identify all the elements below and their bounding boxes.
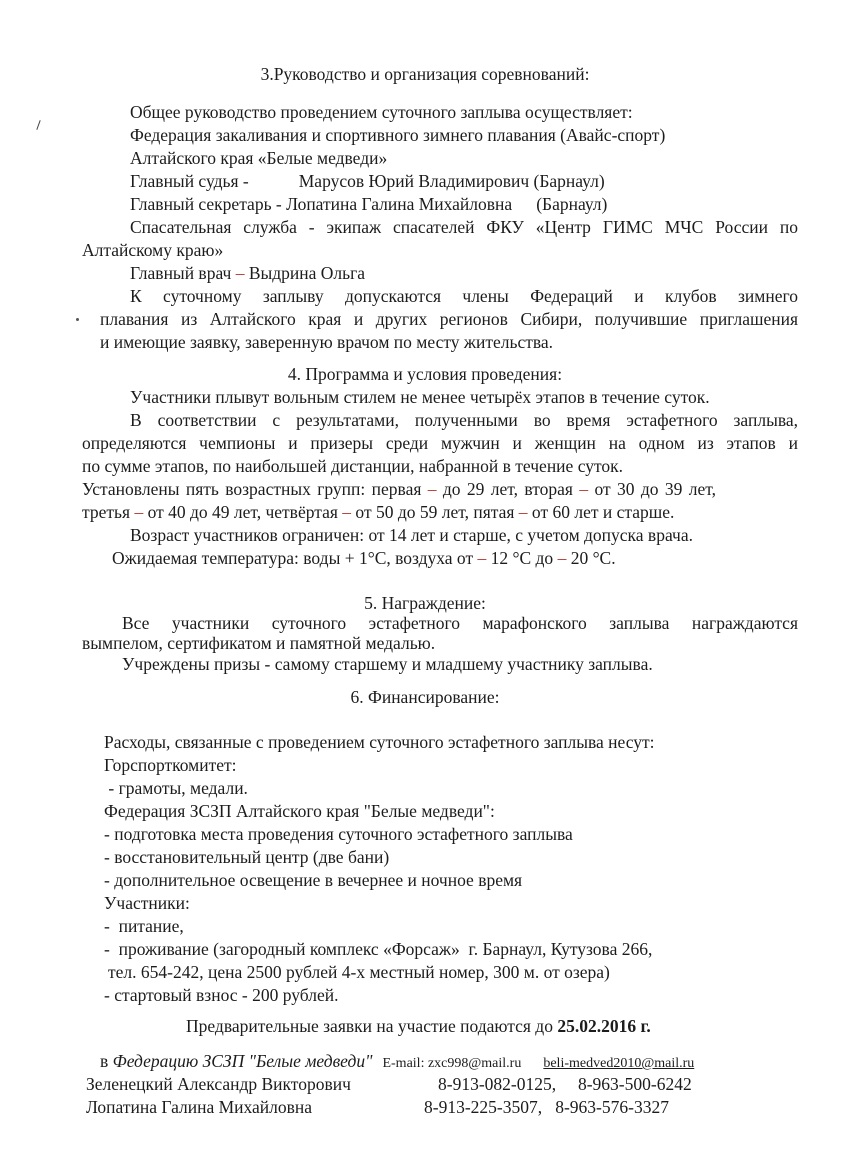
paragraph-line: Все участники суточного эстафетного марафонского заплыва награждаются xyxy=(122,613,798,633)
contact-person-name: Зеленецкий Александр Викторович xyxy=(86,1074,351,1094)
paragraph-line: определяются чемпионы и призеры среди мужчин и женщин на одном из этапов и xyxy=(82,433,798,453)
age-groups-line-1 xyxy=(82,478,716,500)
dash: – xyxy=(235,263,245,283)
dash: – xyxy=(134,502,144,522)
finance-line: - восстановительный центр (две бани) xyxy=(104,847,390,867)
finance-line: Горспорткомитет: xyxy=(104,755,237,775)
text-run: до 29 лет, вторая xyxy=(436,479,580,499)
paragraph-line: В соответствии с результатами, полученными во время эстафетного заплыва, xyxy=(130,410,798,430)
finance-line: Федерация ЗСЗП Алтайского края "Белые медведи": xyxy=(104,801,495,821)
finance-line: - подготовка места проведения суточного эстафетного заплыва xyxy=(104,824,573,844)
text-run: от 60 лет и старше. xyxy=(527,502,675,522)
scan-dot xyxy=(76,318,79,321)
dash: – xyxy=(477,548,487,568)
finance-line: тел. 654-242, цена 2500 рублей 4-х местный номер, 300 м. от озера) xyxy=(108,962,610,982)
organization-name: Федерацию ЗСЗП "Белые медведи" xyxy=(112,1051,373,1071)
finance-line: - стартовый взнос - 200 рублей. xyxy=(104,985,339,1005)
judge-name: Марусов Юрий Владимирович (Барнаул) xyxy=(298,171,605,191)
paragraph-line: Алтайского края «Белые медведи» xyxy=(130,148,388,168)
email-link[interactable]: zxc998@mail.ru xyxy=(427,1056,522,1071)
paragraph-line: Возраст участников ограничен: от 14 лет и старше, с учетом допуска врача. xyxy=(130,525,693,545)
email-link[interactable]: beli-medved2010@mail.ru xyxy=(543,1056,695,1071)
dash: – xyxy=(518,502,528,522)
finance-line: Участники: xyxy=(104,893,190,913)
finance-line: - грамоты, медали. xyxy=(104,778,248,798)
section-6-heading: 6. Финансирование: xyxy=(350,687,500,707)
contact-phones: 8-913-082-0125, 8-963-500-6242 xyxy=(438,1074,692,1094)
age-groups-line-2 xyxy=(82,501,674,523)
paragraph-line: Общее руководство проведением суточного заплыва осуществляет: xyxy=(130,102,633,122)
paragraph-line: по сумме этапов, по наибольшей дистанции, набранной в течение суток. xyxy=(82,456,624,476)
finance-line: Расходы, связанные с проведением суточного эстафетного заплыва несут: xyxy=(104,732,655,752)
paragraph-line: и имеющие заявку, заверенную врачом по месту жительства. xyxy=(100,332,554,352)
doctor-line xyxy=(130,262,365,284)
judge-label: Главный судья - xyxy=(130,171,249,191)
dash: – xyxy=(557,548,567,568)
text-run: от 40 до 49 лет, четвёртая xyxy=(143,502,343,522)
text-run: Ожидаемая температура: воды + 1°С, воздуха от xyxy=(112,548,478,568)
paragraph-line: плавания из Алтайского края и других регионов Сибири, получившие приглашения xyxy=(100,309,798,329)
section-3-heading: 3.Руководство и организация соревнований: xyxy=(260,64,590,84)
email-label: E-mail: xyxy=(382,1056,428,1071)
scan-mark xyxy=(36,120,40,130)
doctor-label: Главный врач xyxy=(130,263,236,283)
secretary-city: (Барнаул) xyxy=(536,194,608,214)
applications-suffix: г. xyxy=(636,1016,651,1036)
paragraph-line: Спасательная служба - экипаж спасателей ФКУ «Центр ГИМС МЧС России по xyxy=(130,217,798,237)
temperature-line xyxy=(112,547,616,569)
secretary-name: Главный секретарь - Лопатина Галина Михайловна xyxy=(130,194,513,214)
finance-line: - дополнительное освещение в вечернее и ночное время xyxy=(104,870,523,890)
text-run: 12 °С до xyxy=(486,548,558,568)
contacts-line xyxy=(100,1050,694,1075)
to-prefix: в xyxy=(100,1051,113,1071)
dash: – xyxy=(342,502,352,522)
applications-line xyxy=(186,1015,651,1037)
text-run: Установлены пять возрастных групп: первая xyxy=(82,479,428,499)
paragraph-line: Федерация закаливания и спортивного зимнего плавания (Авайс-спорт) xyxy=(130,125,666,145)
section-4-heading: 4. Программа и условия проведения: xyxy=(287,364,563,384)
dash: – xyxy=(427,479,437,499)
text-run: от 50 до 59 лет, пятая xyxy=(351,502,519,522)
secretary-line xyxy=(130,193,607,215)
contact-phones: 8-913-225-3507, 8-963-576-3327 xyxy=(424,1097,669,1117)
paragraph-line: Участники плывут вольным стилем не менее четырёх этапов в течение суток. xyxy=(130,387,710,407)
paragraph-line: К суточному заплыву допускаются члены Федераций и клубов зимнего xyxy=(130,286,798,306)
applications-date: 25.02.2016 xyxy=(557,1016,637,1036)
contact-person-name: Лопатина Галина Михайловна xyxy=(86,1097,313,1117)
dash: – xyxy=(579,479,589,499)
finance-line: - питание, xyxy=(104,916,184,936)
applications-text: Предварительные заявки на участие подаются до xyxy=(186,1016,558,1036)
text-run: третья xyxy=(82,502,135,522)
paragraph-line: Алтайскому краю» xyxy=(82,240,224,260)
paragraph-line: вымпелом, сертификатом и памятной медалью. xyxy=(82,633,436,653)
text-run: 20 °С. xyxy=(566,548,616,568)
text-run: от 30 до 39 лет, xyxy=(588,479,716,499)
paragraph-line: Учреждены призы - самому старшему и младшему участнику заплыва. xyxy=(122,654,653,674)
doctor-name: Выдрина Ольга xyxy=(244,263,366,283)
section-5-heading: 5. Награждение: xyxy=(364,593,486,613)
judge-line xyxy=(130,170,605,192)
finance-line: - проживание (загородный комплекс «Форсаж» г. Барнаул, Кутузова 266, xyxy=(104,939,653,959)
